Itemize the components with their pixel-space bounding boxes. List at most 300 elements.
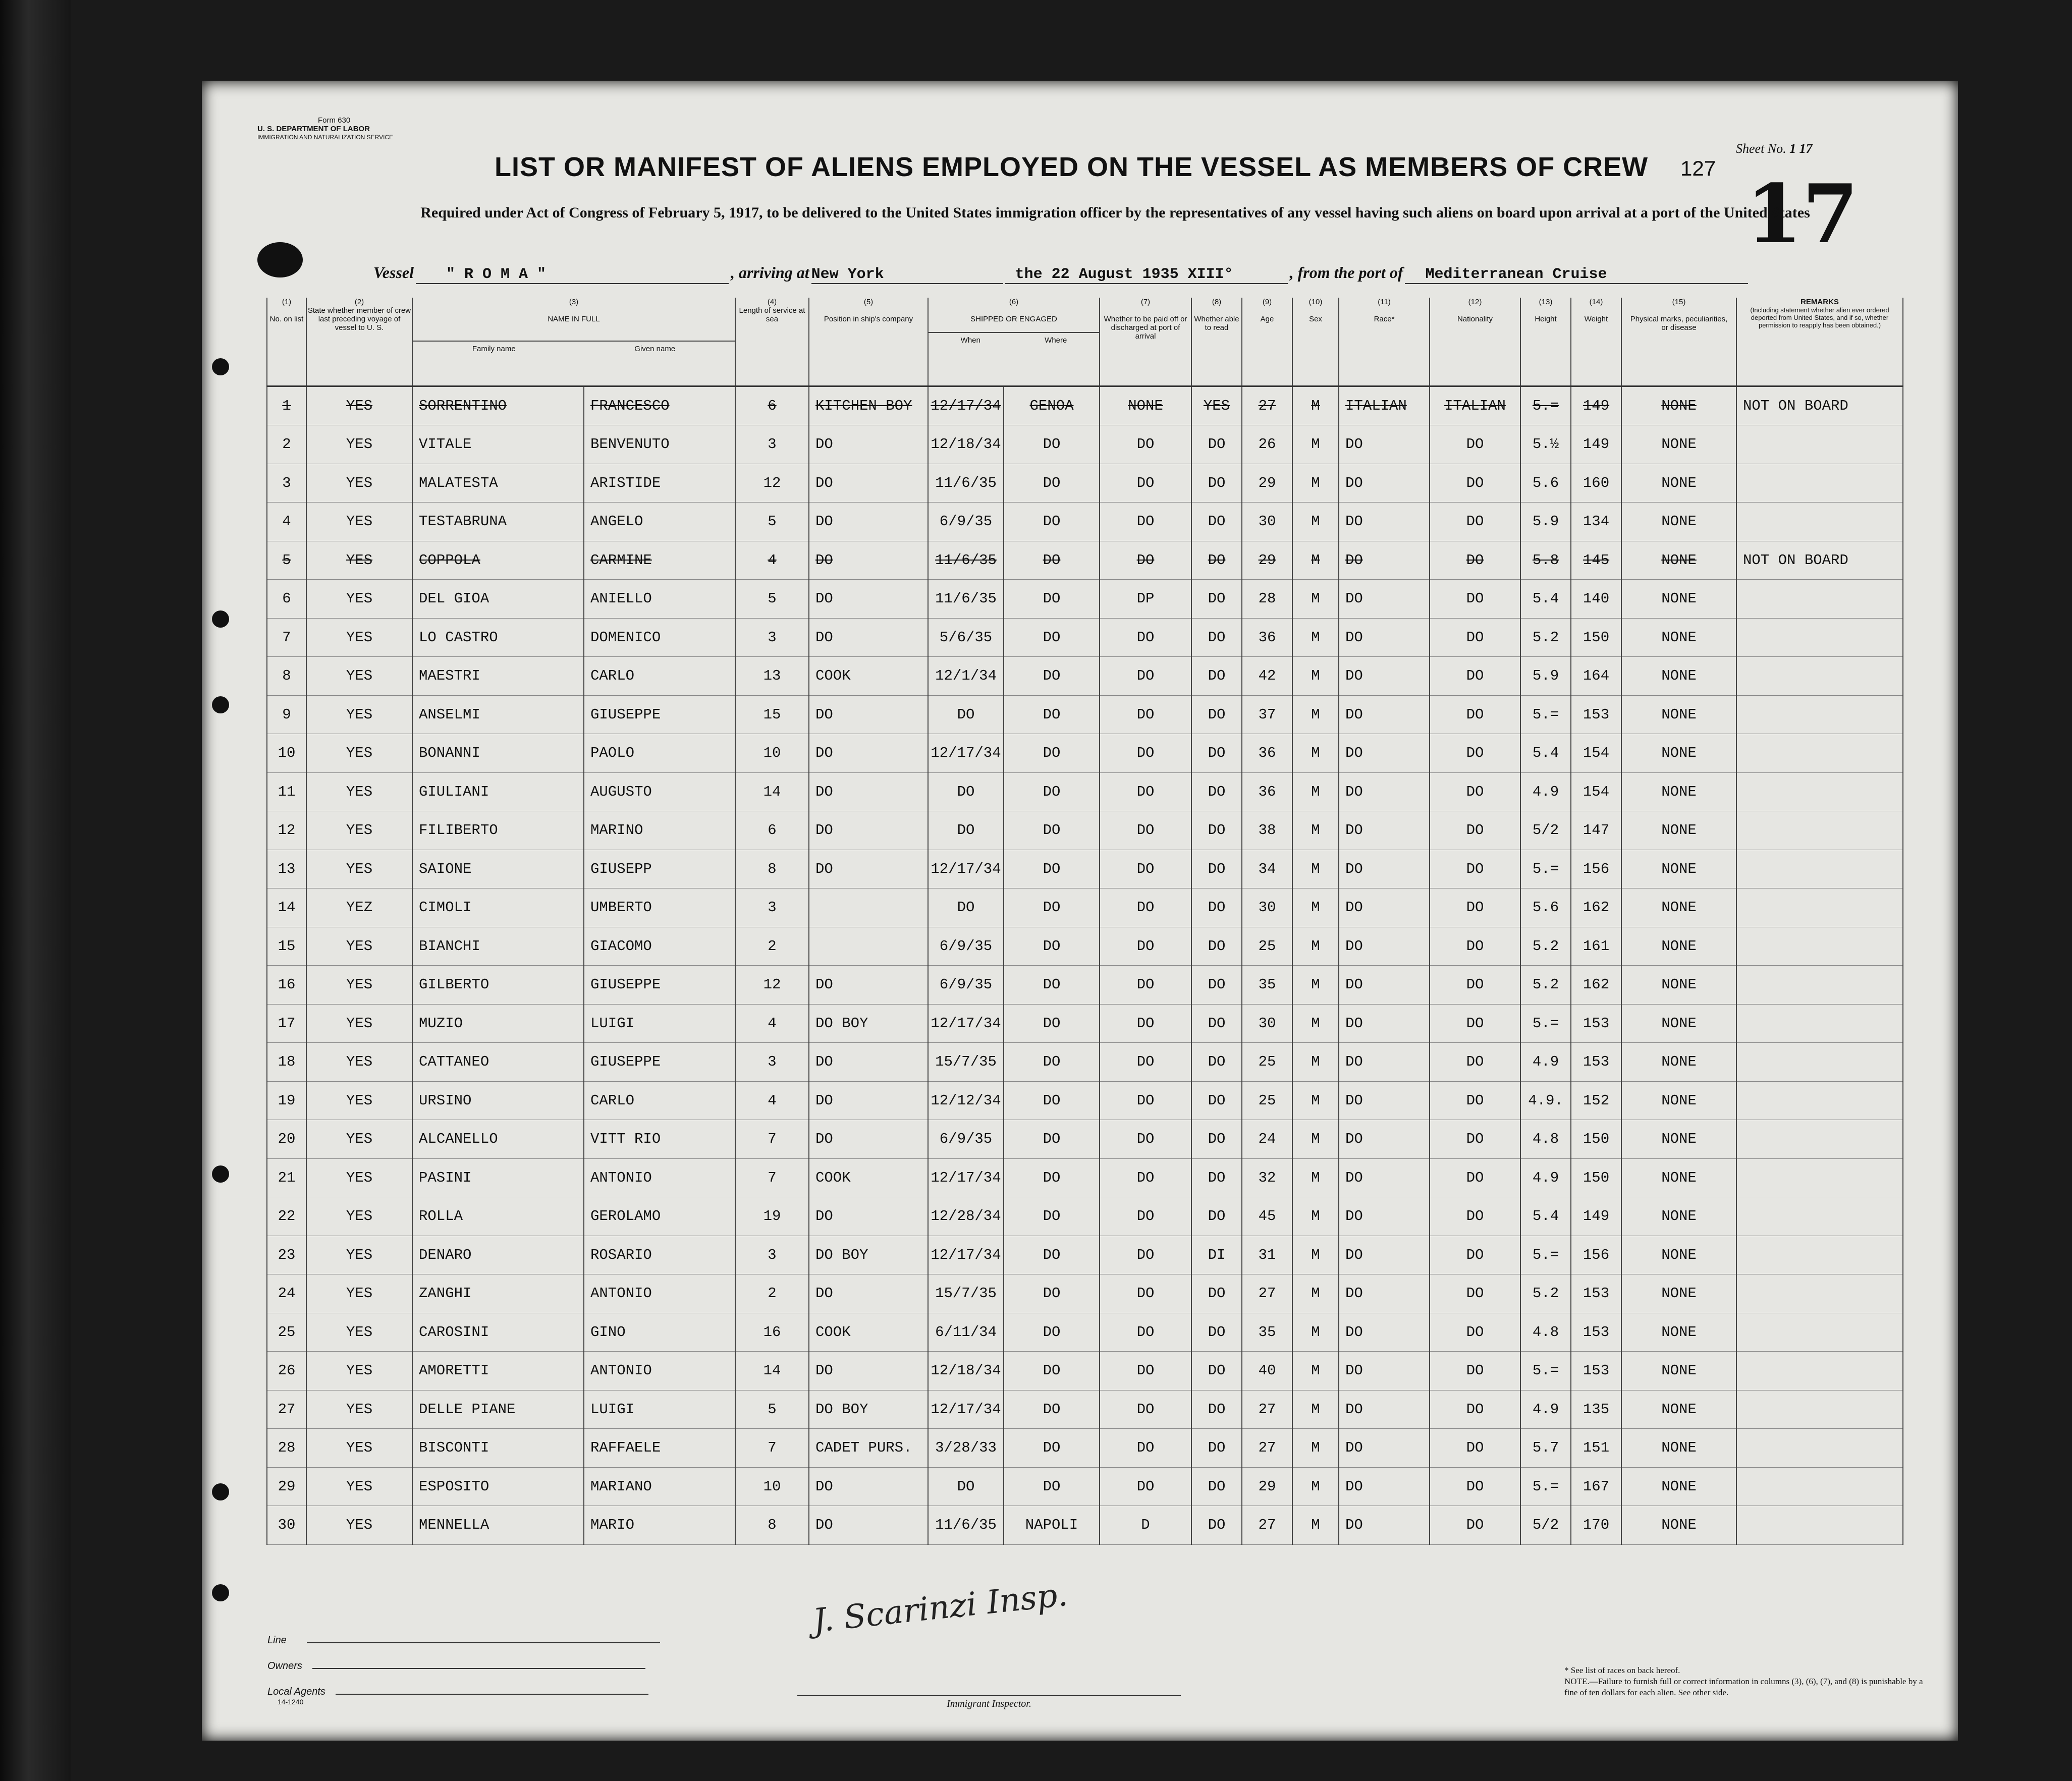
cell-race: DO xyxy=(1339,734,1430,773)
scan-left-edge xyxy=(0,0,71,1781)
cell-sex: M xyxy=(1292,1120,1339,1159)
cell-family: MAESTRI xyxy=(412,657,584,696)
cell-read: DO xyxy=(1191,1081,1242,1120)
cell-state: YES xyxy=(306,1467,412,1506)
cell-length: 7 xyxy=(735,1120,809,1159)
cell-nationality: DO xyxy=(1430,966,1520,1005)
cell-race: DO xyxy=(1339,850,1430,888)
cell-no: 25 xyxy=(267,1313,306,1352)
table-row xyxy=(267,1081,1903,1120)
cell-race: DO xyxy=(1339,1429,1430,1468)
cell-position: DO BOY xyxy=(809,1004,928,1043)
cell-state: YES xyxy=(306,1081,412,1120)
cell-remarks xyxy=(1736,1429,1903,1468)
cell-marks: NONE xyxy=(1621,464,1736,503)
cell-given: BENVENUTO xyxy=(584,425,735,464)
binder-hole xyxy=(212,1584,229,1601)
cell-length: 2 xyxy=(735,1274,809,1313)
cell-marks: NONE xyxy=(1621,1004,1736,1043)
cell-remarks xyxy=(1736,425,1903,464)
cell-marks: NONE xyxy=(1621,1429,1736,1468)
cell-age: 36 xyxy=(1242,618,1292,657)
cell-state: YES xyxy=(306,1506,412,1545)
cell-sex: M xyxy=(1292,1506,1339,1545)
cell-paid: DP xyxy=(1100,580,1191,619)
cell-marks: NONE xyxy=(1621,1274,1736,1313)
cell-age: 27 xyxy=(1242,386,1292,425)
cell-length: 2 xyxy=(735,927,809,966)
cell-length: 14 xyxy=(735,1352,809,1390)
cell-given: GEROLAMO xyxy=(584,1197,735,1236)
cell-remarks xyxy=(1736,464,1903,503)
cell-length: 3 xyxy=(735,425,809,464)
cell-race: DO xyxy=(1339,1043,1430,1082)
table-row xyxy=(267,1467,1903,1506)
cell-nationality: DO xyxy=(1430,1313,1520,1352)
cell-race: DO xyxy=(1339,464,1430,503)
col-header-paid: (7) Whether to be paid off or discharged at port of arrival xyxy=(1100,298,1191,386)
cell-race: DO xyxy=(1339,1081,1430,1120)
col-header-nationality: (12) Nationality xyxy=(1430,298,1520,386)
cell-remarks xyxy=(1736,1506,1903,1545)
cell-read: DO xyxy=(1191,503,1242,541)
cell-when: DO xyxy=(928,695,1004,734)
table-row xyxy=(267,1352,1903,1390)
cell-state: YES xyxy=(306,695,412,734)
cell-age: 38 xyxy=(1242,811,1292,850)
cell-nationality: DO xyxy=(1430,1390,1520,1429)
service: IMMIGRATION AND NATURALIZATION SERVICE xyxy=(257,134,394,141)
cell-family: GILBERTO xyxy=(412,966,584,1005)
cell-when: 11/6/35 xyxy=(928,1506,1004,1545)
cell-no: 8 xyxy=(267,657,306,696)
cell-position: DO BOY xyxy=(809,1236,928,1274)
cell-remarks xyxy=(1736,1467,1903,1506)
cell-no: 20 xyxy=(267,1120,306,1159)
crew-rows xyxy=(267,386,1903,1544)
cell-paid: DO xyxy=(1100,464,1191,503)
cell-when: 11/6/35 xyxy=(928,464,1004,503)
cell-remarks xyxy=(1736,618,1903,657)
cell-where: DO xyxy=(1004,966,1100,1005)
cell-nationality: DO xyxy=(1430,503,1520,541)
cell-nationality: DO xyxy=(1430,1081,1520,1120)
cell-read: DO xyxy=(1191,888,1242,927)
cell-where: DO xyxy=(1004,772,1100,811)
cell-family: MALATESTA xyxy=(412,464,584,503)
cell-state: YES xyxy=(306,772,412,811)
cell-length: 7 xyxy=(735,1429,809,1468)
cell-sex: M xyxy=(1292,580,1339,619)
cell-remarks xyxy=(1736,1120,1903,1159)
cell-state: YES xyxy=(306,1429,412,1468)
cell-height: 5.= xyxy=(1520,386,1571,425)
cell-given: MARINO xyxy=(584,811,735,850)
cell-read: DO xyxy=(1191,580,1242,619)
binder-hole xyxy=(212,358,229,375)
cell-sex: M xyxy=(1292,1236,1339,1274)
cell-marks: NONE xyxy=(1621,503,1736,541)
cell-length: 6 xyxy=(735,811,809,850)
col-header-when: When xyxy=(960,336,980,345)
cell-length: 4 xyxy=(735,541,809,580)
cell-height: 5.9 xyxy=(1520,657,1571,696)
cell-paid: DO xyxy=(1100,503,1191,541)
cell-age: 24 xyxy=(1242,1120,1292,1159)
cell-position: DO xyxy=(809,1506,928,1545)
cell-read: DI xyxy=(1191,1236,1242,1274)
handwritten-page-number: 127 xyxy=(1680,156,1716,180)
cell-no: 4 xyxy=(267,503,306,541)
cell-weight: 153 xyxy=(1571,1274,1621,1313)
cell-paid: DO xyxy=(1100,657,1191,696)
cell-remarks: NOT ON BOARD xyxy=(1736,541,1903,580)
arrival-date: the 22 August 1935 XIII° xyxy=(1005,266,1288,284)
cell-family: ESPOSITO xyxy=(412,1467,584,1506)
cell-marks: NONE xyxy=(1621,888,1736,927)
cell-read: DO xyxy=(1191,734,1242,773)
cell-no: 21 xyxy=(267,1158,306,1197)
cell-age: 31 xyxy=(1242,1236,1292,1274)
cell-family: FILIBERTO xyxy=(412,811,584,850)
table-row xyxy=(267,1506,1903,1545)
cell-race: DO xyxy=(1339,1120,1430,1159)
cell-sex: M xyxy=(1292,927,1339,966)
table-row xyxy=(267,1004,1903,1043)
footnote-penalty: NOTE.—Failure to furnish full or correct information in columns (3), (6), (7), and (8) is punishable by a fine of ten dollars for each alien. See other side. xyxy=(1564,1677,1923,1697)
cell-given: UMBERTO xyxy=(584,888,735,927)
cell-given: ANTONIO xyxy=(584,1158,735,1197)
cell-no: 26 xyxy=(267,1352,306,1390)
cell-where: DO xyxy=(1004,657,1100,696)
cell-marks: NONE xyxy=(1621,1158,1736,1197)
cell-age: 30 xyxy=(1242,1004,1292,1043)
col-header-race: (11) Race* xyxy=(1339,298,1430,386)
cell-paid: DO xyxy=(1100,1352,1191,1390)
cell-sex: M xyxy=(1292,1390,1339,1429)
cell-where: DO xyxy=(1004,618,1100,657)
cell-state: YES xyxy=(306,618,412,657)
cell-race: DO xyxy=(1339,1236,1430,1274)
cell-nationality: DO xyxy=(1430,618,1520,657)
cell-where: DO xyxy=(1004,1467,1100,1506)
cell-position: DO xyxy=(809,503,928,541)
col-header-family: Family name xyxy=(472,345,516,353)
cell-nationality: DO xyxy=(1430,580,1520,619)
cell-no: 1 xyxy=(267,386,306,425)
cell-where: DO xyxy=(1004,1197,1100,1236)
cell-sex: M xyxy=(1292,850,1339,888)
binder-hole xyxy=(212,610,229,628)
col-header-age: (9) Age xyxy=(1242,298,1292,386)
cell-remarks xyxy=(1736,1390,1903,1429)
cell-where: DO xyxy=(1004,927,1100,966)
cell-marks: NONE xyxy=(1621,1313,1736,1352)
cell-when: 12/18/34 xyxy=(928,1352,1004,1390)
col-header-marks: (15) Physical marks, peculiarities, or disease xyxy=(1621,298,1736,386)
cell-length: 12 xyxy=(735,966,809,1005)
cell-weight: 152 xyxy=(1571,1081,1621,1120)
cell-family: COPPOLA xyxy=(412,541,584,580)
cell-family: ALCANELLO xyxy=(412,1120,584,1159)
cell-paid: DO xyxy=(1100,888,1191,927)
footer-labels xyxy=(267,1635,660,1706)
cell-where: DO xyxy=(1004,734,1100,773)
cell-height: 4.9 xyxy=(1520,1158,1571,1197)
cell-marks: NONE xyxy=(1621,772,1736,811)
cell-when: 12/17/34 xyxy=(928,1236,1004,1274)
cell-where: DO xyxy=(1004,1429,1100,1468)
cell-when: 6/9/35 xyxy=(928,966,1004,1005)
cell-length: 13 xyxy=(735,657,809,696)
col-header-no: (1) No. on list xyxy=(267,298,306,386)
cell-when: 6/11/34 xyxy=(928,1313,1004,1352)
cell-state: YES xyxy=(306,464,412,503)
cell-marks: NONE xyxy=(1621,734,1736,773)
cell-remarks xyxy=(1736,1197,1903,1236)
cell-paid: DO xyxy=(1100,618,1191,657)
cell-remarks xyxy=(1736,695,1903,734)
cell-position: CADET PURS. xyxy=(809,1429,928,1468)
cell-position: DO xyxy=(809,1467,928,1506)
cell-family: CAROSINI xyxy=(412,1313,584,1352)
cell-when: 12/17/34 xyxy=(928,1004,1004,1043)
col-header-given: Given name xyxy=(634,345,676,353)
cell-no: 2 xyxy=(267,425,306,464)
cell-paid: DO xyxy=(1100,966,1191,1005)
cell-family: CATTANEO xyxy=(412,1043,584,1082)
cell-position: DO xyxy=(809,541,928,580)
cell-paid: DO xyxy=(1100,1467,1191,1506)
cell-no: 14 xyxy=(267,888,306,927)
table-row xyxy=(267,503,1903,541)
cell-given: RAFFAELE xyxy=(584,1429,735,1468)
cell-position: COOK xyxy=(809,1313,928,1352)
table-row xyxy=(267,464,1903,503)
cell-age: 45 xyxy=(1242,1197,1292,1236)
cell-paid: DO xyxy=(1100,1274,1191,1313)
cell-remarks xyxy=(1736,657,1903,696)
cell-weight: 170 xyxy=(1571,1506,1621,1545)
cell-sex: M xyxy=(1292,1352,1339,1390)
cell-sex: M xyxy=(1292,1467,1339,1506)
cell-age: 32 xyxy=(1242,1158,1292,1197)
cell-age: 25 xyxy=(1242,927,1292,966)
cell-state: YES xyxy=(306,850,412,888)
cell-race: DO xyxy=(1339,811,1430,850)
cell-given: MARIO xyxy=(584,1506,735,1545)
cell-length: 19 xyxy=(735,1197,809,1236)
cell-age: 30 xyxy=(1242,888,1292,927)
cell-paid: DO xyxy=(1100,1313,1191,1352)
cell-age: 28 xyxy=(1242,580,1292,619)
cell-length: 8 xyxy=(735,850,809,888)
cell-paid: NONE xyxy=(1100,386,1191,425)
cell-race: DO xyxy=(1339,1274,1430,1313)
cell-when: 15/7/35 xyxy=(928,1274,1004,1313)
cell-family: ROLLA xyxy=(412,1197,584,1236)
cell-height: 5.= xyxy=(1520,695,1571,734)
cell-no: 10 xyxy=(267,734,306,773)
cell-read: DO xyxy=(1191,1197,1242,1236)
cell-when: DO xyxy=(928,888,1004,927)
cell-when: 6/9/35 xyxy=(928,927,1004,966)
cell-when: 12/17/34 xyxy=(928,1390,1004,1429)
cell-no: 18 xyxy=(267,1043,306,1082)
sheet-number-label: Sheet No. xyxy=(1736,141,1786,156)
vessel-line xyxy=(373,263,1748,284)
cell-read: DO xyxy=(1191,425,1242,464)
cell-sex: M xyxy=(1292,695,1339,734)
cell-length: 5 xyxy=(735,580,809,619)
cell-no: 22 xyxy=(267,1197,306,1236)
cell-nationality: DO xyxy=(1430,1197,1520,1236)
cell-where: GENOA xyxy=(1004,386,1100,425)
cell-given: ARISTIDE xyxy=(584,464,735,503)
cell-no: 17 xyxy=(267,1004,306,1043)
cell-position: DO xyxy=(809,464,928,503)
cell-state: YES xyxy=(306,1274,412,1313)
cell-paid: D xyxy=(1100,1506,1191,1545)
cell-position: DO xyxy=(809,734,928,773)
cell-race: DO xyxy=(1339,1197,1430,1236)
cell-read: DO xyxy=(1191,1158,1242,1197)
cell-given: ANIELLO xyxy=(584,580,735,619)
cell-weight: 153 xyxy=(1571,1043,1621,1082)
cell-where: DO xyxy=(1004,580,1100,619)
cell-position: DO BOY xyxy=(809,1390,928,1429)
cell-nationality: DO xyxy=(1430,1120,1520,1159)
col-header-read: (8) Whether able to read xyxy=(1191,298,1242,386)
cell-remarks xyxy=(1736,927,1903,966)
cell-height: 4.8 xyxy=(1520,1120,1571,1159)
cell-length: 16 xyxy=(735,1313,809,1352)
cell-age: 29 xyxy=(1242,541,1292,580)
cell-when: DO xyxy=(928,1467,1004,1506)
cell-where: DO xyxy=(1004,695,1100,734)
cell-height: 5.4 xyxy=(1520,1197,1571,1236)
cell-height: 5.9 xyxy=(1520,503,1571,541)
cell-nationality: DO xyxy=(1430,1158,1520,1197)
cell-where: DO xyxy=(1004,1004,1100,1043)
cell-state: YES xyxy=(306,503,412,541)
cell-given: MARIANO xyxy=(584,1467,735,1506)
cell-length: 4 xyxy=(735,1081,809,1120)
cell-length: 6 xyxy=(735,386,809,425)
cell-age: 29 xyxy=(1242,1467,1292,1506)
table-row xyxy=(267,1274,1903,1313)
cell-position xyxy=(809,888,928,927)
col-header-weight: (14) Weight xyxy=(1571,298,1621,386)
cell-marks: NONE xyxy=(1621,580,1736,619)
cell-marks: NONE xyxy=(1621,1043,1736,1082)
cell-where: DO xyxy=(1004,1390,1100,1429)
cell-state: YES xyxy=(306,1043,412,1082)
cell-nationality: DO xyxy=(1430,695,1520,734)
cell-no: 19 xyxy=(267,1081,306,1120)
cell-given: GIUSEPPE xyxy=(584,1043,735,1082)
cell-age: 25 xyxy=(1242,1081,1292,1120)
cell-remarks xyxy=(1736,1313,1903,1352)
cell-weight: 153 xyxy=(1571,1313,1621,1352)
cell-state: YES xyxy=(306,1352,412,1390)
cell-remarks xyxy=(1736,734,1903,773)
cell-length: 10 xyxy=(735,1467,809,1506)
cell-length: 3 xyxy=(735,618,809,657)
cell-family: DEL GIOA xyxy=(412,580,584,619)
cell-length: 14 xyxy=(735,772,809,811)
cell-paid: DO xyxy=(1100,811,1191,850)
cell-age: 34 xyxy=(1242,850,1292,888)
cell-race: DO xyxy=(1339,772,1430,811)
cell-given: FRANCESCO xyxy=(584,386,735,425)
cell-sex: M xyxy=(1292,811,1339,850)
cell-no: 3 xyxy=(267,464,306,503)
cell-paid: DO xyxy=(1100,1390,1191,1429)
cell-weight: 147 xyxy=(1571,811,1621,850)
cell-no: 27 xyxy=(267,1390,306,1429)
cell-height: 5.= xyxy=(1520,1352,1571,1390)
table-row xyxy=(267,734,1903,773)
cell-weight: 164 xyxy=(1571,657,1621,696)
inspector-signature: J. Scarinzi Insp. xyxy=(811,1576,1070,1640)
cell-read: DO xyxy=(1191,966,1242,1005)
cell-paid: DO xyxy=(1100,1043,1191,1082)
cell-marks: NONE xyxy=(1621,1236,1736,1274)
cell-given: LUIGI xyxy=(584,1390,735,1429)
cell-position: DO xyxy=(809,772,928,811)
cell-where: DO xyxy=(1004,1236,1100,1274)
cell-height: 5/2 xyxy=(1520,1506,1571,1545)
inspector-label: Immigrant Inspector. xyxy=(797,1695,1181,1710)
cell-given: GIUSEPPE xyxy=(584,695,735,734)
cell-read: DO xyxy=(1191,1467,1242,1506)
cell-weight: 160 xyxy=(1571,464,1621,503)
cell-weight: 149 xyxy=(1571,386,1621,425)
cell-when: 12/17/34 xyxy=(928,734,1004,773)
cell-no: 9 xyxy=(267,695,306,734)
cell-marks: NONE xyxy=(1621,927,1736,966)
cell-nationality: DO xyxy=(1430,425,1520,464)
cell-state: YES xyxy=(306,1120,412,1159)
cell-paid: DO xyxy=(1100,541,1191,580)
cell-state: YES xyxy=(306,1390,412,1429)
cell-where: DO xyxy=(1004,811,1100,850)
cell-sex: M xyxy=(1292,464,1339,503)
table-row xyxy=(267,1429,1903,1468)
cell-given: VITT RIO xyxy=(584,1120,735,1159)
cell-weight: 162 xyxy=(1571,888,1621,927)
cell-read: DO xyxy=(1191,1429,1242,1468)
col-header-shipped: (6) SHIPPED OR ENGAGED When Where xyxy=(928,298,1100,386)
cell-length: 7 xyxy=(735,1158,809,1197)
cell-position: DO xyxy=(809,425,928,464)
cell-where: DO xyxy=(1004,1313,1100,1352)
cell-weight: 150 xyxy=(1571,618,1621,657)
cell-given: ROSARIO xyxy=(584,1236,735,1274)
binder-hole xyxy=(212,1483,229,1500)
cell-when: 15/7/35 xyxy=(928,1043,1004,1082)
cell-read: DO xyxy=(1191,1313,1242,1352)
footnote-races: * See list of races on back hereof. xyxy=(1564,1665,1680,1675)
cell-state: YES xyxy=(306,425,412,464)
sheet-number xyxy=(1736,141,1813,156)
cell-given: ANTONIO xyxy=(584,1274,735,1313)
cell-marks: NONE xyxy=(1621,1081,1736,1120)
cell-weight: 154 xyxy=(1571,734,1621,773)
cell-no: 23 xyxy=(267,1236,306,1274)
cell-when: 12/17/34 xyxy=(928,850,1004,888)
